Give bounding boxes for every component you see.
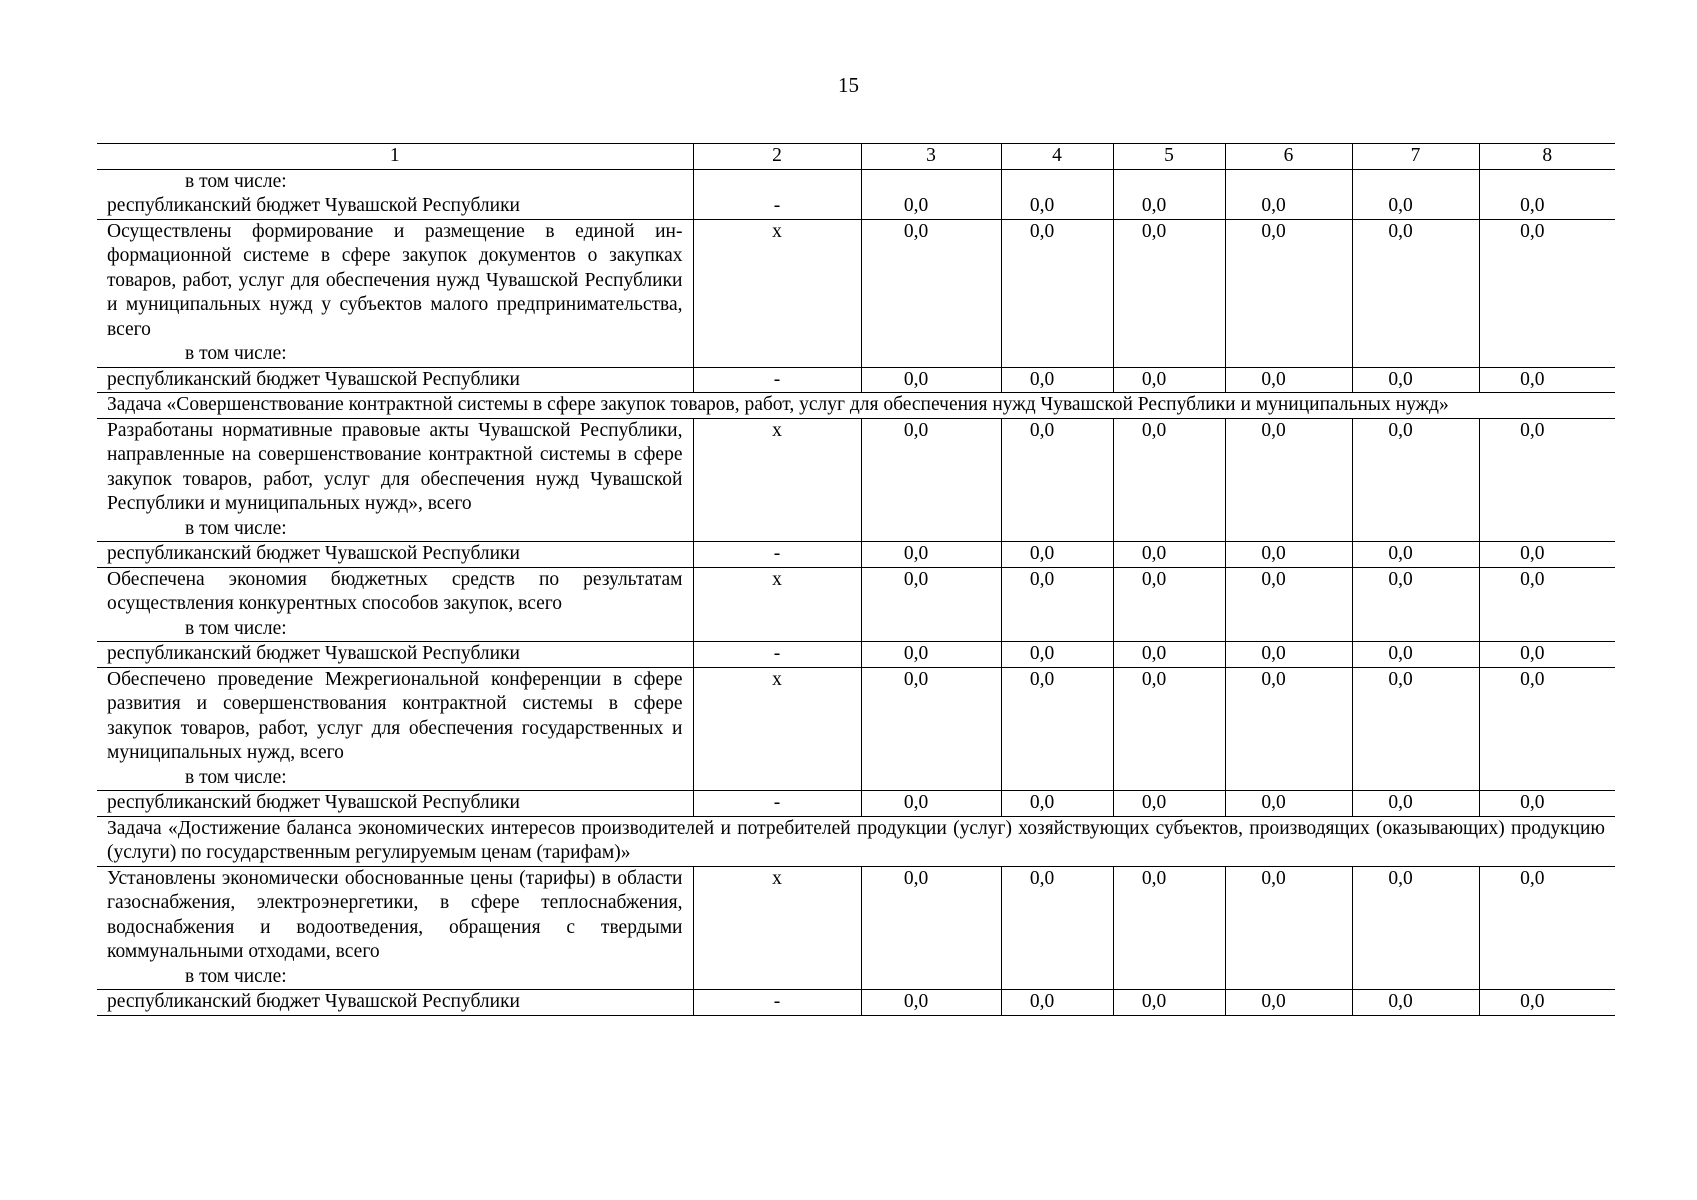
- value-cell: 0,0: [1225, 667, 1352, 791]
- value-cell: 0,0: [1479, 791, 1615, 817]
- including-label: в том числе:: [185, 343, 287, 364]
- value-cell: 0,0: [1001, 667, 1113, 791]
- value-cell: 0,0: [1479, 194, 1615, 219]
- value-cell: 0,0: [1001, 990, 1113, 1016]
- column-header: 5: [1113, 144, 1225, 170]
- value-cell: 0,0: [1352, 990, 1479, 1016]
- row-label: республиканский бюджет Чувашской Республики: [107, 991, 520, 1012]
- task-title: Задача «Достижение баланса экономических интересов производителей и потребителей продукции (услуг) хозяйствующих субъектов, производящих (оказывающих) продукцию (услуги) по государственным регулируемым ценам (тарифам)»: [97, 816, 1615, 866]
- row-label: республиканский бюджет Чувашской Республики: [107, 792, 520, 813]
- value-cell: 0,0: [1113, 418, 1225, 542]
- budget-row: [97, 367, 1615, 393]
- row-label: Обеспечено проведение Межрегиональной конференции в сфере развития и совершенствования контрактной системы в сфере закупок товаров, работ, услуг для обеспечения государственных и муниципальных нужд, всего: [107, 668, 683, 763]
- value-cell: 0,0: [1479, 219, 1615, 367]
- unit-cell: x: [693, 418, 861, 542]
- column-header: 2: [693, 144, 861, 170]
- budget-row: [97, 990, 1615, 1016]
- value-cell: 0,0: [1352, 542, 1479, 568]
- result-description: [97, 219, 693, 367]
- unit-cell: x: [693, 866, 861, 990]
- budget-row: [97, 642, 1615, 668]
- value-cell: 0,0: [1352, 791, 1479, 817]
- result-description: [97, 567, 693, 642]
- value-cell: 0,0: [1001, 567, 1113, 642]
- value-cell: 0,0: [1113, 866, 1225, 990]
- value-cell: 0,0: [1113, 667, 1225, 791]
- including-label: в том числе:: [185, 766, 287, 788]
- result-row: [97, 418, 1615, 542]
- unit-cell: -: [693, 990, 861, 1016]
- result-description: [97, 418, 693, 542]
- value-cell: 0,0: [1479, 642, 1615, 668]
- value-cell: 0,0: [1113, 194, 1225, 219]
- value-cell: 0,0: [1352, 866, 1479, 990]
- budget-row: [97, 791, 1615, 817]
- funding-table: [97, 143, 1615, 1016]
- value-cell: 0,0: [1225, 542, 1352, 568]
- empty-cell: [693, 169, 861, 194]
- value-cell: 0,0: [1479, 567, 1615, 642]
- value-cell: 0,0: [1225, 990, 1352, 1016]
- result-row: [97, 667, 1615, 791]
- empty-cell: [1479, 169, 1615, 194]
- value-cell: 0,0: [1225, 567, 1352, 642]
- value-cell: 0,0: [1225, 367, 1352, 393]
- empty-cell: [861, 169, 1001, 194]
- value-cell: 0,0: [1001, 866, 1113, 990]
- value-cell: 0,0: [1225, 219, 1352, 367]
- value-cell: 0,0: [1113, 367, 1225, 393]
- column-header: 1: [97, 144, 693, 170]
- row-label: Обеспечена экономия бюджетных средств по результатам осуществления конкурентных способов закупок, всего: [107, 568, 683, 614]
- value-cell: 0,0: [861, 542, 1001, 568]
- value-cell: 0,0: [1113, 990, 1225, 1016]
- including-label: в том числе:: [185, 617, 287, 639]
- value-cell: 0,0: [1225, 866, 1352, 990]
- value-cell: 0,0: [1352, 367, 1479, 393]
- value-cell: 0,0: [1001, 542, 1113, 568]
- value-cell: 0,0: [1352, 194, 1479, 219]
- column-header: 4: [1001, 144, 1113, 170]
- row-label: республиканский бюджет Чувашской Республики: [107, 543, 520, 564]
- empty-cell: [1001, 169, 1113, 194]
- value-cell: 0,0: [1225, 642, 1352, 668]
- column-header: 3: [861, 144, 1001, 170]
- column-header: 8: [1479, 144, 1615, 170]
- value-cell: 0,0: [1001, 418, 1113, 542]
- budget-source-label: [97, 642, 693, 668]
- including-row: [97, 169, 1615, 194]
- including-label: в том числе:: [185, 965, 287, 987]
- result-row: [97, 567, 1615, 642]
- column-header: 6: [1225, 144, 1352, 170]
- including-label: в том числе:: [185, 170, 287, 192]
- task-row: [97, 393, 1615, 419]
- value-cell: 0,0: [861, 667, 1001, 791]
- task-title: Задача «Совершенствование контрактной системы в сфере закупок товаров, работ, услуг для обеспечения нужд Чувашской Республики и муниципальных нужд»: [97, 393, 1615, 419]
- unit-cell: -: [693, 542, 861, 568]
- value-cell: 0,0: [1001, 194, 1113, 219]
- result-row: [97, 219, 1615, 367]
- result-row: [97, 866, 1615, 990]
- value-cell: 0,0: [1113, 791, 1225, 817]
- budget-source-label: [97, 367, 693, 393]
- row-label: Установлены экономически обоснованные цены (тарифы) в области газоснабжения, электроэнергетики, в сфере теплоснабжения, водоснабжения и водоотведения, обращения с твердыми коммунальными отходами, всего: [107, 867, 683, 962]
- row-label: Осуществлены формирование и размещение в единой информационной системе в сфере закупок документов о закупках товаров, работ, услуг для обеспечения нужд Чувашской Республики и муниципальных нужд у субъектов малого предпринимательства, всего: [107, 220, 683, 340]
- value-cell: 0,0: [1352, 567, 1479, 642]
- value-cell: 0,0: [861, 791, 1001, 817]
- unit-cell: -: [693, 194, 861, 219]
- value-cell: 0,0: [861, 567, 1001, 642]
- empty-cell: [1352, 169, 1479, 194]
- value-cell: 0,0: [1113, 542, 1225, 568]
- value-cell: 0,0: [1001, 367, 1113, 393]
- unit-cell: x: [693, 567, 861, 642]
- value-cell: 0,0: [1113, 219, 1225, 367]
- budget-source-label: [97, 194, 693, 219]
- value-cell: 0,0: [861, 866, 1001, 990]
- value-cell: 0,0: [861, 418, 1001, 542]
- including-label: в том числе:: [185, 517, 287, 539]
- column-number-row: [97, 144, 1615, 170]
- row-label: республиканский бюджет Чувашской Республики: [107, 195, 520, 216]
- task-row: [97, 816, 1615, 866]
- row-label: Разработаны нормативные правовые акты Чувашской Республики, направленные на совершенствование контрактной системы в сфере закупок товаров, работ, услуг для обеспечения нужд Чувашской Республики и муниципальных нужд», всего: [107, 419, 683, 514]
- value-cell: 0,0: [1479, 418, 1615, 542]
- budget-source-label: [97, 791, 693, 817]
- budget-source-label: [97, 542, 693, 568]
- value-cell: 0,0: [1352, 418, 1479, 542]
- value-cell: 0,0: [1479, 667, 1615, 791]
- column-header: 7: [1352, 144, 1479, 170]
- value-cell: 0,0: [861, 990, 1001, 1016]
- result-description: [97, 667, 693, 791]
- value-cell: 0,0: [1225, 194, 1352, 219]
- row-label: республиканский бюджет Чувашской Республики: [107, 643, 520, 664]
- value-cell: 0,0: [1225, 418, 1352, 542]
- value-cell: 0,0: [1479, 367, 1615, 393]
- value-cell: 0,0: [1113, 567, 1225, 642]
- value-cell: 0,0: [1001, 791, 1113, 817]
- unit-cell: -: [693, 367, 861, 393]
- value-cell: 0,0: [1225, 791, 1352, 817]
- value-cell: 0,0: [1001, 219, 1113, 367]
- value-cell: 0,0: [861, 642, 1001, 668]
- value-cell: 0,0: [861, 367, 1001, 393]
- unit-cell: -: [693, 642, 861, 668]
- value-cell: 0,0: [1113, 642, 1225, 668]
- empty-cell: [1225, 169, 1352, 194]
- unit-cell: -: [693, 791, 861, 817]
- value-cell: 0,0: [1479, 866, 1615, 990]
- row-label: республиканский бюджет Чувашской Республики: [107, 368, 520, 390]
- value-cell: 0,0: [861, 194, 1001, 219]
- result-description: [97, 866, 693, 990]
- value-cell: 0,0: [1479, 990, 1615, 1016]
- budget-row: [97, 542, 1615, 568]
- page-number: 15: [838, 73, 859, 97]
- value-cell: 0,0: [1352, 667, 1479, 791]
- empty-cell: [1113, 169, 1225, 194]
- value-cell: 0,0: [1479, 542, 1615, 568]
- budget-source-label: [97, 990, 693, 1016]
- value-cell: 0,0: [1352, 219, 1479, 367]
- unit-cell: x: [693, 219, 861, 367]
- value-cell: 0,0: [861, 219, 1001, 367]
- value-cell: 0,0: [1352, 642, 1479, 668]
- unit-cell: x: [693, 667, 861, 791]
- value-cell: 0,0: [1001, 642, 1113, 668]
- budget-row: [97, 194, 1615, 219]
